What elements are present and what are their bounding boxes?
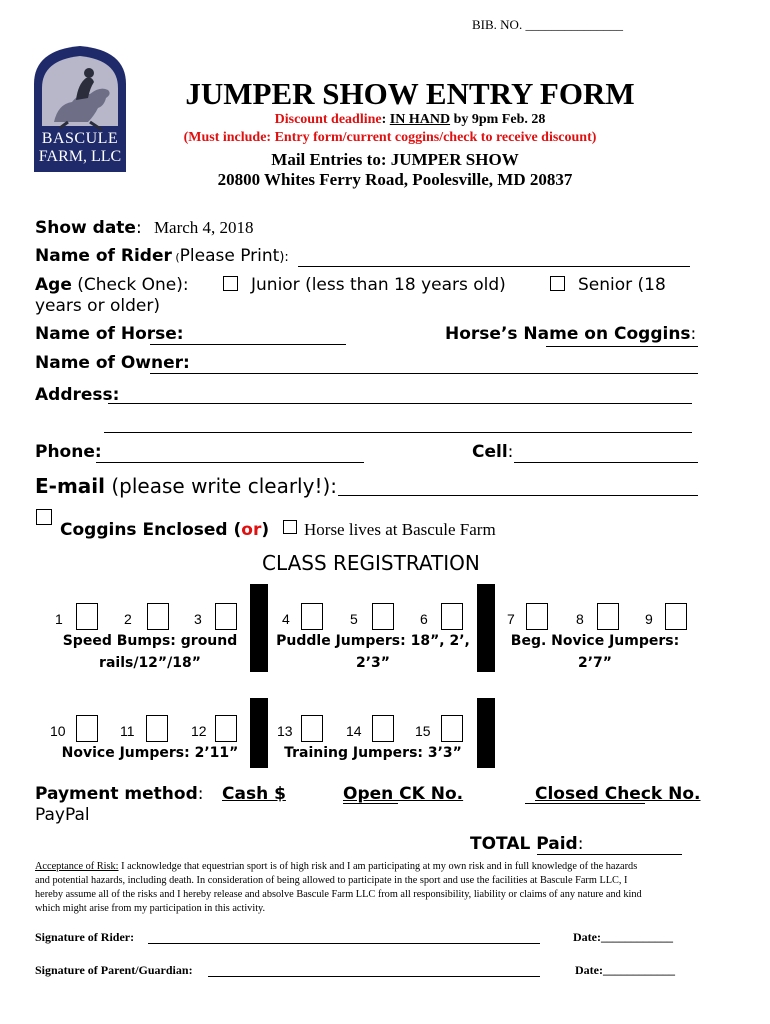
horse-lives-checkbox[interactable] bbox=[283, 520, 297, 534]
payment-method-label: Payment method bbox=[35, 784, 198, 804]
class-3-checkbox[interactable] bbox=[215, 603, 237, 630]
coggins-enclosed-checkbox[interactable] bbox=[36, 509, 52, 525]
email-label: E-mail bbox=[35, 474, 106, 498]
junior-label: Junior (less than 18 years old) bbox=[251, 275, 506, 295]
rider-name-field[interactable] bbox=[298, 266, 690, 267]
rider-name-row bbox=[35, 246, 289, 266]
class-group-4-label: Novice Jumpers: 2’11” bbox=[61, 745, 239, 761]
coggins-name-text: Horse’s Name on Coggins bbox=[445, 324, 691, 344]
logo-text-line1: BASCULE bbox=[41, 130, 119, 147]
discount-deadline bbox=[140, 112, 680, 128]
must-include-note: (Must include: Entry form/current coggins/check to receive discount) bbox=[183, 130, 597, 145]
horse-name-field[interactable] bbox=[150, 344, 346, 345]
cell-field[interactable] bbox=[514, 462, 698, 463]
acceptance-line-1 bbox=[35, 860, 735, 874]
total-paid-colon: : bbox=[577, 834, 584, 854]
rider-hint-close: ): bbox=[279, 250, 289, 265]
rider-signature-date[interactable]: Date:____________ bbox=[573, 930, 673, 944]
class-1-checkbox[interactable] bbox=[76, 603, 98, 630]
class-number: 8 bbox=[576, 611, 584, 627]
horse-lives-label: Horse lives at Bascule Farm bbox=[304, 520, 496, 539]
class-number: 2 bbox=[124, 611, 132, 627]
class-10-checkbox[interactable] bbox=[76, 715, 98, 742]
mail-entries-line2: 20800 Whites Ferry Road, Poolesville, MD 20837 bbox=[217, 170, 573, 189]
class-number: 13 bbox=[277, 723, 293, 739]
class-15-checkbox[interactable] bbox=[441, 715, 463, 742]
parent-signature-field[interactable] bbox=[208, 976, 540, 977]
cell-label-colon: : bbox=[507, 442, 514, 462]
discount-rest: by 9pm Feb. 28 bbox=[450, 112, 546, 127]
address-label: Address: bbox=[35, 385, 120, 405]
class-number: 10 bbox=[50, 723, 66, 739]
class-14-checkbox[interactable] bbox=[372, 715, 394, 742]
horse-name-label: Name of Horse: bbox=[35, 324, 184, 344]
address-field-line1[interactable] bbox=[108, 403, 692, 404]
discount-label: Discount deadline bbox=[274, 112, 382, 127]
owner-name-field[interactable] bbox=[150, 373, 698, 374]
class-number: 9 bbox=[645, 611, 653, 627]
acceptance-of-risk-text bbox=[35, 860, 735, 916]
class-13-checkbox[interactable] bbox=[301, 715, 323, 742]
coggins-enclosed-label bbox=[60, 520, 269, 540]
bascule-farm-logo bbox=[28, 42, 132, 172]
class-group-1-label-line2: rails/12”/18” bbox=[99, 655, 201, 671]
class-number: 6 bbox=[420, 611, 428, 627]
class-6-checkbox[interactable] bbox=[441, 603, 463, 630]
acceptance-line-1-text: I acknowledge that equestrian sport is of high risk and I am participating at my own risk and in full knowledge of the hazards bbox=[118, 861, 638, 872]
bib-number-label: BIB. NO. _______________ bbox=[472, 17, 623, 32]
show-date-label: Show date bbox=[35, 218, 136, 238]
acceptance-line-3: hereby assume all of the risks and I hereby release and absolve Bascule Farm LLC from all responsibility, liability or claims of any nature and kind bbox=[35, 889, 642, 900]
email-row bbox=[35, 474, 337, 498]
open-check-option[interactable]: Open CK No. bbox=[343, 784, 464, 804]
parent-signature-label: Signature of Parent/Guardian: bbox=[35, 963, 193, 977]
class-7-checkbox[interactable] bbox=[526, 603, 548, 630]
senior-checkbox[interactable] bbox=[550, 276, 565, 291]
class-2-checkbox[interactable] bbox=[147, 603, 169, 630]
closed-check-number-field[interactable] bbox=[525, 803, 645, 804]
coggins-enclosed-or: or bbox=[241, 520, 262, 540]
form-title: JUMPER SHOW ENTRY FORM bbox=[185, 76, 635, 111]
paypal-option[interactable]: PayPal bbox=[35, 805, 90, 825]
logo-text-line2: FARM, LLC bbox=[38, 148, 122, 165]
coggins-enclosed-text: Coggins Enclosed ( bbox=[60, 520, 242, 540]
discount-colon: : bbox=[381, 112, 390, 127]
class-group-3-label-line1: Beg. Novice Jumpers: bbox=[510, 633, 680, 649]
show-date-row bbox=[35, 218, 254, 238]
age-label: Age bbox=[35, 275, 72, 295]
payment-method-colon: : bbox=[197, 784, 204, 804]
closed-check-option[interactable]: Closed Check No. bbox=[535, 784, 701, 804]
phone-label: Phone: bbox=[35, 442, 102, 462]
class-number: 15 bbox=[415, 723, 431, 739]
class-number: 11 bbox=[120, 723, 135, 739]
coggins-name-field[interactable] bbox=[546, 346, 698, 347]
coggins-name-label bbox=[445, 324, 696, 344]
senior-label-continued: years or older) bbox=[35, 296, 160, 316]
class-group-3-label-line2: 2’7” bbox=[577, 655, 612, 671]
email-field[interactable] bbox=[338, 495, 698, 496]
junior-checkbox[interactable] bbox=[223, 276, 238, 291]
class-number: 1 bbox=[55, 611, 63, 627]
acceptance-title: Acceptance of Risk: bbox=[35, 861, 119, 872]
show-date-value: March 4, 2018 bbox=[153, 218, 254, 237]
open-check-number-field[interactable] bbox=[343, 803, 398, 804]
age-row bbox=[35, 275, 189, 295]
class-number: 14 bbox=[346, 723, 362, 739]
class-number: 5 bbox=[350, 611, 358, 627]
class-8-checkbox[interactable] bbox=[597, 603, 619, 630]
total-paid-row bbox=[470, 834, 583, 854]
class-11-checkbox[interactable] bbox=[146, 715, 168, 742]
class-number: 4 bbox=[282, 611, 290, 627]
rider-signature-label: Signature of Rider: bbox=[35, 930, 135, 944]
rider-hint-open: ( bbox=[171, 251, 180, 264]
class-5-checkbox[interactable] bbox=[372, 603, 394, 630]
rider-name-label: Name of Rider bbox=[35, 246, 172, 266]
rider-hint: Please Print bbox=[179, 246, 280, 266]
cell-label bbox=[472, 442, 513, 462]
class-group-2-label-line1: Puddle Jumpers: 18”, 2’, bbox=[276, 633, 470, 649]
payment-method-row bbox=[35, 784, 203, 804]
senior-label: Senior (18 bbox=[578, 275, 666, 295]
address-field-line2[interactable] bbox=[104, 432, 692, 433]
discount-in-hand: IN HAND bbox=[389, 112, 451, 127]
cell-label-text: Cell bbox=[472, 442, 508, 462]
mail-entries-line1: Mail Entries to: JUMPER SHOW bbox=[271, 150, 519, 169]
class-divider-2-bottom bbox=[477, 698, 495, 768]
class-group-2-label-line2: 2’3” bbox=[355, 655, 390, 671]
class-group-1-label-line1: Speed Bumps: ground bbox=[62, 633, 238, 649]
acceptance-line-4: which might arise from my participation in this activity. bbox=[35, 903, 266, 914]
class-number: 12 bbox=[191, 723, 207, 739]
parent-signature-date[interactable]: Date:____________ bbox=[575, 963, 675, 977]
rider-signature-field[interactable] bbox=[148, 943, 540, 944]
class-4-checkbox[interactable] bbox=[301, 603, 323, 630]
class-registration-heading: CLASS REGISTRATION bbox=[262, 551, 480, 575]
acceptance-line-2: and potential hazards, including death. In consideration of being allowed to participate in the sport and use the facilities at Bascule Farm LLC, I bbox=[35, 875, 628, 886]
total-paid-field[interactable] bbox=[537, 854, 682, 855]
coggins-name-colon: : bbox=[690, 324, 697, 344]
owner-name-label: Name of Owner: bbox=[35, 353, 190, 373]
class-9-checkbox[interactable] bbox=[665, 603, 687, 630]
class-12-checkbox[interactable] bbox=[215, 715, 237, 742]
class-divider-2-top bbox=[477, 584, 495, 672]
class-number: 7 bbox=[507, 611, 515, 627]
total-paid-label: TOTAL Paid bbox=[470, 834, 578, 854]
cash-option[interactable]: Cash $ bbox=[222, 784, 286, 804]
coggins-enclosed-close: ) bbox=[261, 520, 270, 540]
class-number: 3 bbox=[194, 611, 202, 627]
show-date-colon: : bbox=[135, 218, 142, 238]
email-hint: (please write clearly!): bbox=[105, 474, 337, 498]
class-group-5-label: Training Jumpers: 3’3” bbox=[284, 745, 462, 761]
age-hint: (Check One): bbox=[71, 275, 189, 295]
phone-field[interactable] bbox=[96, 462, 364, 463]
